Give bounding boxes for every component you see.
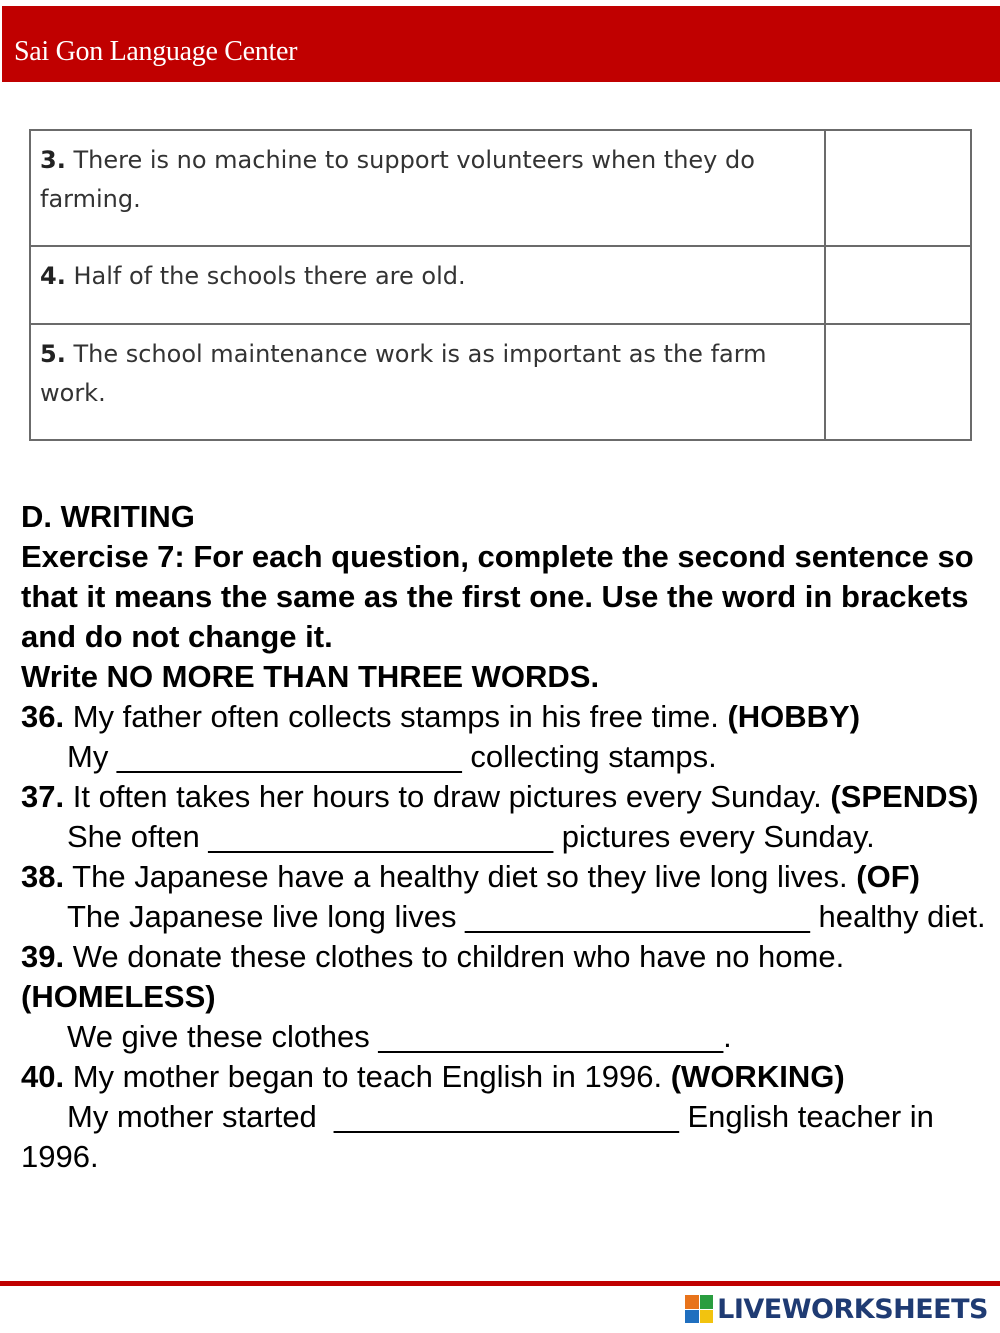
answer-line-39[interactable]: We give these clothes ____________________.: [67, 1019, 732, 1054]
statement-number: 5.: [40, 340, 66, 368]
statement-cell: [30, 246, 825, 324]
true-false-table: [29, 129, 972, 441]
footer-divider: [0, 1281, 1000, 1286]
answer-line-37[interactable]: She often ____________________ pictures every Sunday.: [67, 819, 875, 854]
statement-text: The school maintenance work is as important as the farm work.: [40, 340, 767, 407]
brand-name: LIVEWORKSHEETS: [717, 1293, 988, 1325]
statement-cell: [30, 130, 825, 246]
question-number: 37.: [21, 779, 65, 814]
statement-number: 4.: [40, 262, 66, 290]
exercise-instruction: Exercise 7: For each question, complete the second sentence so that it means the same as the first one. Use the word in brackets and do not change it.: [21, 539, 974, 654]
section-heading: D. WRITING: [21, 499, 195, 534]
liveworksheets-brand[interactable]: [685, 1291, 988, 1327]
writing-section: [21, 497, 993, 1177]
question-prompt: It often takes her hours to draw pictures every Sunday.: [72, 779, 822, 814]
question-prompt: We donate these clothes to children who have no home.: [72, 939, 845, 974]
question-prompt: The Japanese have a healthy diet so they live long lives.: [72, 859, 848, 894]
question-prompt: My father often collects stamps in his free time.: [72, 699, 719, 734]
question-number: 36.: [21, 699, 65, 734]
question-prompt: My mother began to teach English in 1996.: [72, 1059, 663, 1094]
question-36: [21, 697, 993, 737]
question-keyword: (SPENDS): [830, 779, 979, 814]
table-row: [30, 324, 971, 440]
statement-cell: [30, 324, 825, 440]
header-title: Sai Gon Language Center: [14, 36, 298, 67]
question-keyword: (HOBBY): [727, 699, 861, 734]
answer-cell[interactable]: [825, 246, 971, 324]
question-number: 39.: [21, 939, 65, 974]
question-number: 38.: [21, 859, 65, 894]
header-bar: [2, 6, 1000, 82]
statement-text: There is no machine to support volunteers when they do farming.: [40, 146, 755, 213]
liveworksheets-logo-icon: [685, 1295, 713, 1323]
table-row: [30, 130, 971, 246]
statement-number: 3.: [40, 146, 66, 174]
answer-line-38[interactable]: The Japanese live long lives ____________________ healthy diet.: [67, 899, 986, 934]
question-40: [21, 1057, 993, 1097]
question-39: [21, 937, 993, 1017]
question-keyword: (WORKING): [670, 1059, 845, 1094]
answer-line-36[interactable]: My ____________________ collecting stamps.: [67, 739, 717, 774]
answer-line-40[interactable]: My mother started ____________________ English teacher in 1996.: [21, 1099, 943, 1174]
word-limit-note: Write NO MORE THAN THREE WORDS.: [21, 659, 600, 694]
answer-cell[interactable]: [825, 324, 971, 440]
question-37: [21, 777, 993, 817]
question-keyword: (OF): [856, 859, 920, 894]
table-row: [30, 246, 971, 324]
answer-cell[interactable]: [825, 130, 971, 246]
statement-text: Half of the schools there are old.: [73, 262, 466, 290]
question-keyword: (HOMELESS): [21, 979, 216, 1014]
question-38: [21, 857, 993, 897]
question-number: 40.: [21, 1059, 65, 1094]
